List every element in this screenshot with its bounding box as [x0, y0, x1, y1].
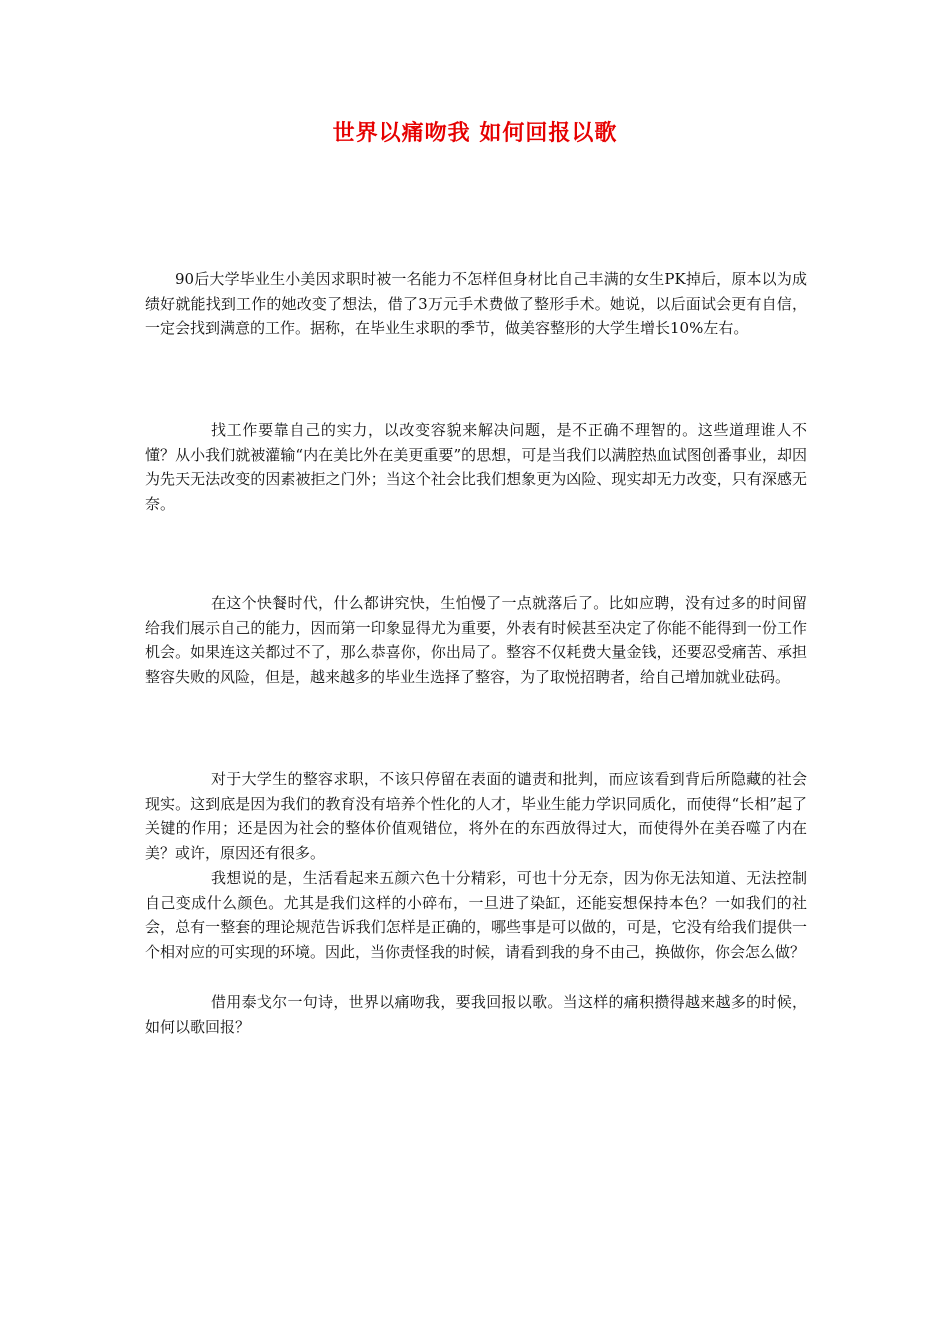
paragraph-3: 在这个快餐时代，什么都讲究快，生怕慢了一点就落后了。比如应聘，没有过多的时间留给我们展示自己的能力，因而第一印象显得尤为重要，外表有时候甚至决定了你能不能得到一份工作机会。如果连这关都过不了，那么恭喜你，你出局了。整容不仅耗费大量金钱，还要忍受痛苦、承担整容失败的风险，但是，越来越多的毕业生选择了整容，为了取悦招聘者，给自己增加就业砝码。 — [145, 594, 807, 686]
paragraph-4: 对于大学生的整容求职，不该只停留在表面的谴责和批判，而应该看到背后所隐藏的社会现实。这到底是因为我们的教育没有培养个性化的人才，毕业生能力学识同质化，而使得“长相”起了关键的作用；还是因为社会的整体价值观错位，将外在的东西放得过大，而使得外在美吞噬了内在美？或许，原因还有很多。 — [145, 770, 807, 862]
document-title: 世界以痛吻我 如何回报以歌 — [332, 121, 618, 146]
paragraph-2: 找工作要靠自己的实力，以改变容貌来解决问题，是不正确不理智的。这些道理谁人不懂？从小我们就被灌输“内在美比外在美更重要”的思想，可是当我们以满腔热血试图创番事业，却因为先天无法改变的因素被拒之门外；当这个社会比我们想象更为凶险、现实却无力改变，只有深感无奈。 — [145, 421, 807, 513]
paragraph-5: 我想说的是，生活看起来五颜六色十分精彩，可也十分无奈，因为你无法知道、无法控制自己变成什么颜色。尤其是我们这样的小碎布，一旦进了染缸，还能妄想保持本色？一如我们的社会，总有一整套的理论规范告诉我们怎样是正确的，哪些事是可以做的，可是，它没有给我们提供一个相对应的可实现的环境。因此，当你责怪我的时候，请看到我的身不由己，换做你，你会怎么做？ — [145, 869, 807, 961]
paragraph-6: 借用泰戈尔一句诗，世界以痛吻我，要我回报以歌。当这样的痛积攒得越来越多的时候，如何以歌回报？ — [145, 993, 807, 1036]
paragraph-1: 90后大学毕业生小美因求职时被一名能力不怎样但身材比自己丰满的女生PK掉后，原本以为成绩好就能找到工作的她改变了想法，借了3万元手术费做了整形手术。她说，以后面试会更有自信，一定会找到满意的工作。据称，在毕业生求职的季节，做美容整形的大学生增长10%左右。 — [145, 270, 807, 337]
